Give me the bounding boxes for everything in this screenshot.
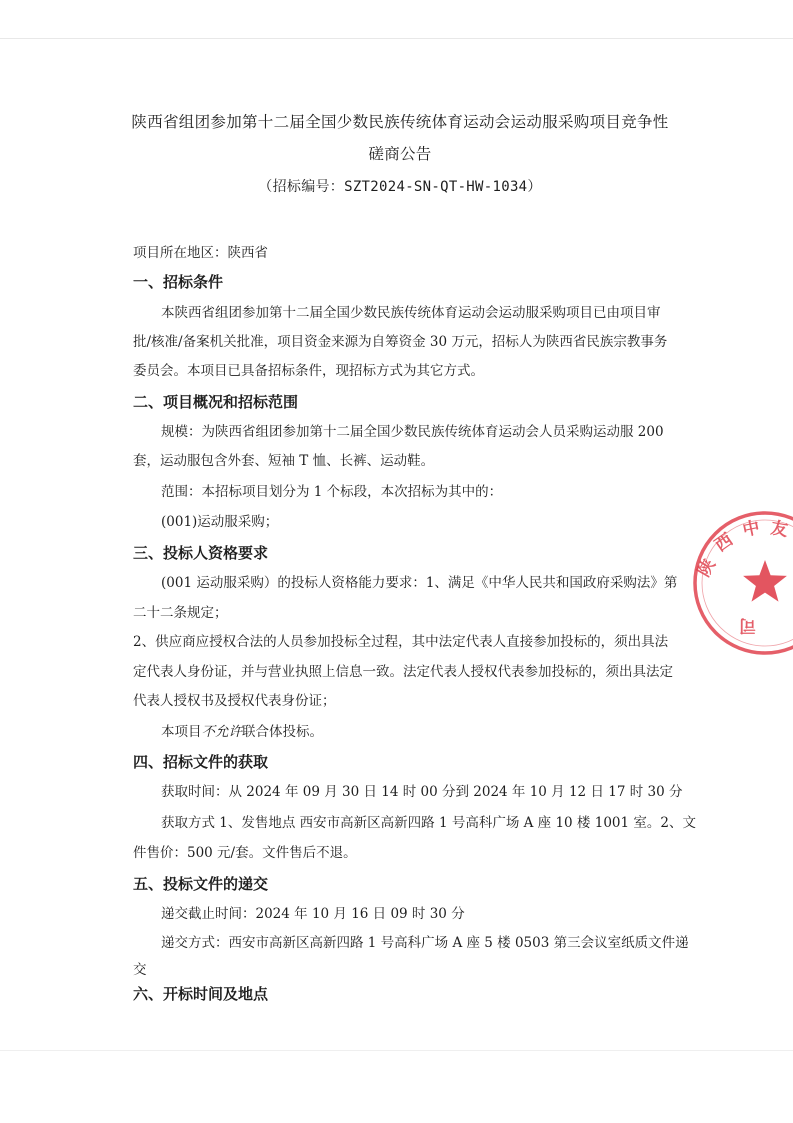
- document-title: 陕西省组团参加第十二届全国少数民族传统体育运动会运动服采购项目竞争性: [131, 113, 669, 131]
- tender-code: （招标编号：SZT2024-SN-QT-HW-1034）: [258, 179, 542, 195]
- project-region: 项目所在地区：陕西省: [133, 245, 268, 261]
- paragraph-line: 获取方式 1、发售地点 西安市高新区高新四路 1 号高科广场 A 座 10 楼 1001 室。2、文: [161, 815, 696, 831]
- paragraph-line: (001 运动服采购）的投标人资格能力要求：1、满足《中华人民共和国政府采购法》第: [161, 575, 678, 591]
- paragraph-line: 规模：为陕西省组团参加第十二届全国少数民族传统体育运动会人员采购运动服 200: [161, 424, 664, 440]
- section-heading-4: 四、招标文件的获取: [133, 753, 269, 771]
- paragraph-line: 本陕西省组团参加第十二届全国少数民族传统体育运动会运动服采购项目已由项目审: [161, 305, 661, 321]
- joint-bid-statement: [161, 723, 323, 741]
- star-icon: [743, 560, 787, 602]
- paragraph-line: 套，运动服包含外套、短袖 T 恤、长裤、运动鞋。: [133, 453, 435, 469]
- paragraph-line: 二十二条规定；: [133, 605, 228, 621]
- paragraph-line: 交: [133, 962, 147, 978]
- paragraph-line: 范围：本招标项目划分为 1 个标段，本次招标为其中的：: [161, 484, 503, 500]
- paragraph-line: (001)运动服采购；: [161, 514, 279, 530]
- section-heading-3: 三、投标人资格要求: [133, 544, 269, 562]
- paragraph-line: 递交截止时间：2024 年 10 月 16 日 09 时 30 分: [161, 906, 465, 922]
- section-heading-5: 五、投标文件的递交: [133, 875, 269, 893]
- document-title-continued: 磋商公告: [368, 145, 432, 163]
- paragraph-line: 定代表人身份证，并与营业执照上信息一致。法定代表人授权代表参加投标的，须出具法定: [133, 664, 673, 680]
- joint-bid-emphasis: 不允许: [201, 724, 242, 740]
- paragraph-line: 2、供应商应授权合法的人员参加投标全过程，其中法定代表人直接参加投标的，须出具法: [133, 634, 669, 650]
- seal-text-char: 中: [740, 517, 762, 541]
- scan-edge-top: [0, 38, 793, 39]
- paragraph-line: 委员会。本项目已具备招标条件，现招标方式为其它方式。: [133, 363, 484, 379]
- section-heading-6: 六、开标时间及地点: [133, 985, 269, 1003]
- section-heading-1: 一、招标条件: [133, 273, 224, 291]
- paragraph-line: 批/核准/备案机关批准，项目资金来源为自筹资金 30 万元，招标人为陕西省民族宗教事务: [133, 334, 668, 350]
- seal-text-char: 友: [769, 518, 790, 541]
- paragraph-line: 代表人授权书及授权代表身份证；: [133, 693, 336, 709]
- joint-bid-prefix: 本项目: [161, 724, 202, 740]
- paragraph-line: 递交方式：西安市高新区高新四路 1 号高科广场 A 座 5 楼 0503 第三会议室纸质文件递: [161, 935, 689, 951]
- section-heading-2: 二、项目概况和招标范围: [133, 393, 299, 411]
- seal-text-bottom: 司: [739, 615, 756, 635]
- official-seal: [690, 508, 793, 658]
- scan-edge-bottom: [0, 1050, 793, 1051]
- paragraph-line: 件售价：500 元/套。文件售后不退。: [133, 845, 357, 861]
- joint-bid-suffix: 联合体投标。: [242, 724, 323, 740]
- paragraph-line: 获取时间：从 2024 年 09 月 30 日 14 时 00 分到 2024 年 10 月 12 日 17 时 30 分: [161, 784, 683, 800]
- seal-text-char: 西: [711, 529, 737, 557]
- seal-text-char: 陕: [694, 555, 720, 581]
